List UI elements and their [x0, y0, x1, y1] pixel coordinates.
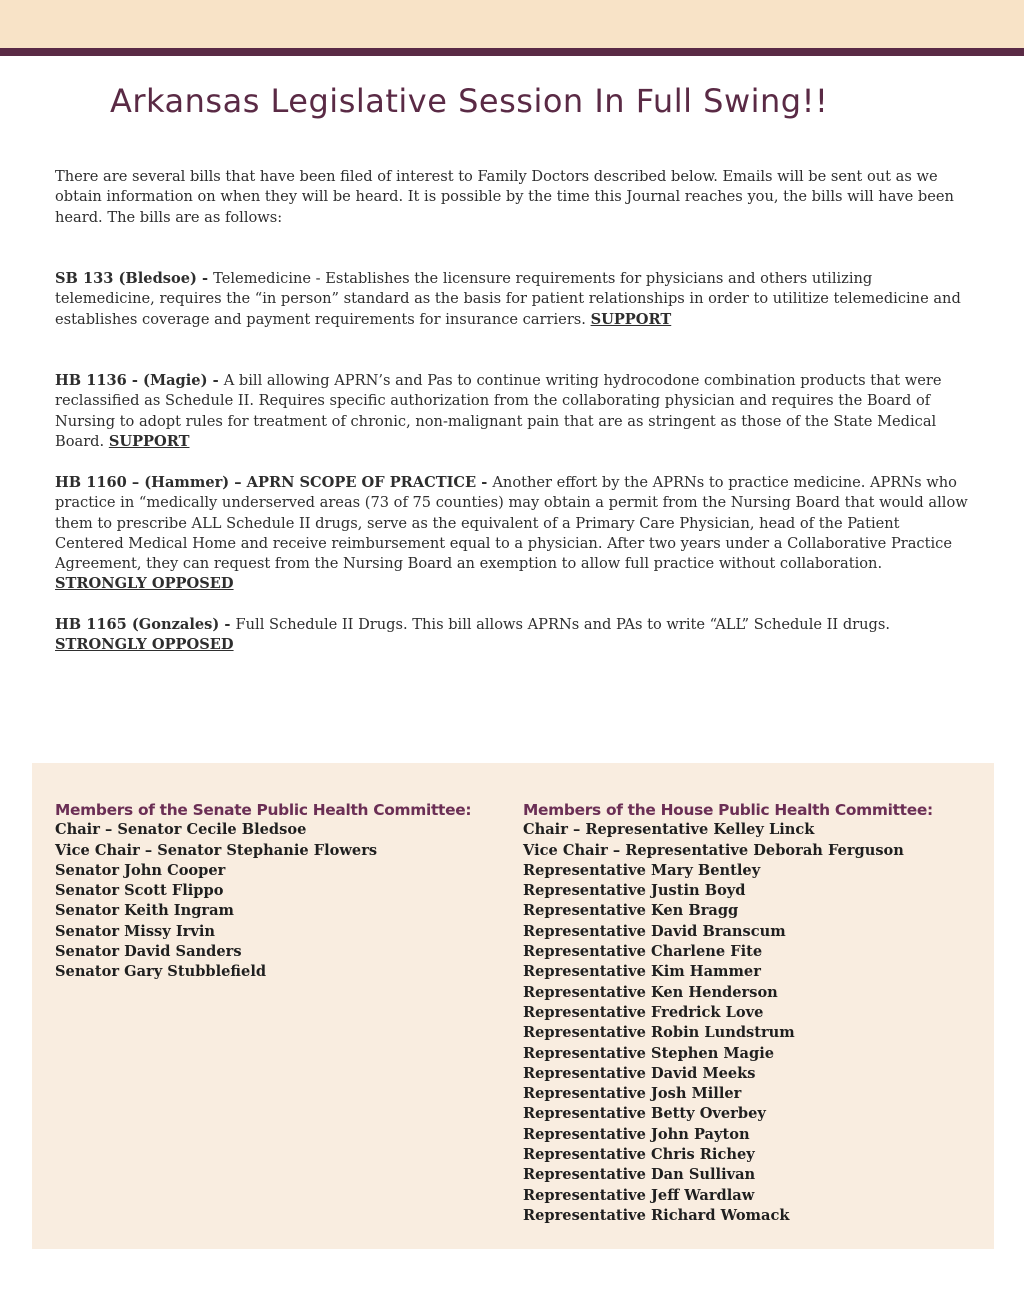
list-item: Representative Josh Miller: [523, 1085, 742, 1103]
list-item: Representative Stephen Magie: [523, 1044, 775, 1062]
list-item: Senator Gary Stubblefield: [55, 963, 267, 981]
list-item: Representative Ken Bragg: [523, 902, 739, 920]
list-item: Senator John Cooper: [55, 861, 226, 879]
bill-description: A bill allowing APRN’s and Pas to continue writing hydrocodone combination products that were reclassified as Schedule II. Requires specific authorization from the collaborating physician and requires the Board of Nursing to adopt rules for treatment of chronic, non-malignant pain that are as stringent as those of the State Medical Board.: [55, 372, 942, 450]
bill-position: SUPPORT: [108, 432, 190, 450]
list-item: Chair – Senator Cecile Bledsoe: [55, 821, 307, 839]
list-item: Representative Fredrick Love: [523, 1003, 764, 1021]
list-item: Representative Ken Henderson: [523, 983, 778, 1001]
top-color-band: [0, 0, 1024, 48]
top-divider-rule: [0, 48, 1024, 56]
bill-id: HB 1160 – (Hammer) – APRN SCOPE OF PRACTICE -: [55, 474, 493, 491]
page-title: Arkansas Legislative Session In Full Swing!!: [110, 82, 829, 120]
list-item: Senator Keith Ingram: [55, 902, 234, 920]
bill-hb1160: [55, 473, 970, 595]
list-item: Representative Kim Hammer: [523, 963, 761, 981]
bill-description: Full Schedule II Drugs. This bill allows APRNs and PAs to write “ALL” Schedule II drugs.: [235, 616, 891, 633]
list-item: Senator Scott Flippo: [55, 882, 224, 900]
bill-description: Telemedicine - Establishes the licensure requirements for physicians and others utilizing telemedicine, requires the “in person” standard as the basis for patient relationships in order to utilitize telemedicine and establishes coverage and payment requirements for insurance carriers.: [55, 270, 961, 328]
bill-position: STRONGLY OPPOSED: [55, 575, 234, 593]
bill-hb1136: [55, 371, 970, 452]
bill-position: STRONGLY OPPOSED: [55, 636, 234, 654]
bill-id: HB 1165 (Gonzales) -: [55, 616, 236, 633]
list-item: Representative John Payton: [523, 1125, 750, 1143]
list-item: Representative Richard Womack: [523, 1206, 790, 1224]
list-item: Vice Chair – Senator Stephanie Flowers: [55, 841, 378, 859]
bill-sb133: [55, 269, 970, 330]
list-item: Vice Chair – Representative Deborah Ferguson: [523, 841, 904, 859]
list-item: Chair – Representative Kelley Linck: [523, 821, 815, 839]
list-item: Representative Dan Sullivan: [523, 1166, 756, 1184]
list-item: Representative Charlene Fite: [523, 943, 763, 961]
list-item: Senator Missy Irvin: [55, 922, 215, 940]
list-item: Representative Justin Boyd: [523, 882, 746, 900]
list-item: Representative David Branscum: [523, 922, 786, 940]
house-member-list: [523, 820, 983, 1226]
house-committee: [523, 800, 983, 1226]
list-item: Representative Betty Overbey: [523, 1105, 766, 1123]
list-item: Representative Chris Richey: [523, 1146, 755, 1164]
list-item: Representative David Meeks: [523, 1064, 756, 1082]
list-item: Senator David Sanders: [55, 943, 242, 961]
bill-hb1165: [55, 615, 970, 656]
senate-committee: [55, 800, 495, 983]
bill-position: SUPPORT: [590, 310, 672, 328]
house-committee-heading: Members of the House Public Health Committee:: [523, 801, 933, 819]
senate-committee-heading: Members of the Senate Public Health Committee:: [55, 801, 472, 819]
senate-member-list: [55, 820, 495, 982]
list-item: Representative Robin Lundstrum: [523, 1024, 795, 1042]
bill-description: Another effort by the APRNs to practice medicine. APRNs who practice in “medically underserved areas (73 of 75 counties) may obtain a permit from the Nursing Board that would allow them to prescribe ALL Schedule II drugs, serve as the equivalent of a Primary Care Physician, head of the Patient Centered Medical Home and receive reimbursement equal to a physician. After two years under a Collaborative Practice Agreement, they can request from the Nursing Board an exemption to allow full practice without collaboration.: [55, 474, 968, 573]
list-item: Representative Jeff Wardlaw: [523, 1186, 755, 1204]
list-item: Representative Mary Bentley: [523, 861, 761, 879]
bill-id: HB 1136 - (Magie) -: [55, 372, 224, 389]
intro-paragraph: There are several bills that have been filed of interest to Family Doctors described below. Emails will be sent out as we obtain information on when they will be heard. It is possible by the time this Journal reaches you, the bills will have been heard. The bills are as follows:: [55, 168, 954, 226]
bill-id: SB 133 (Bledsoe) -: [55, 270, 214, 287]
